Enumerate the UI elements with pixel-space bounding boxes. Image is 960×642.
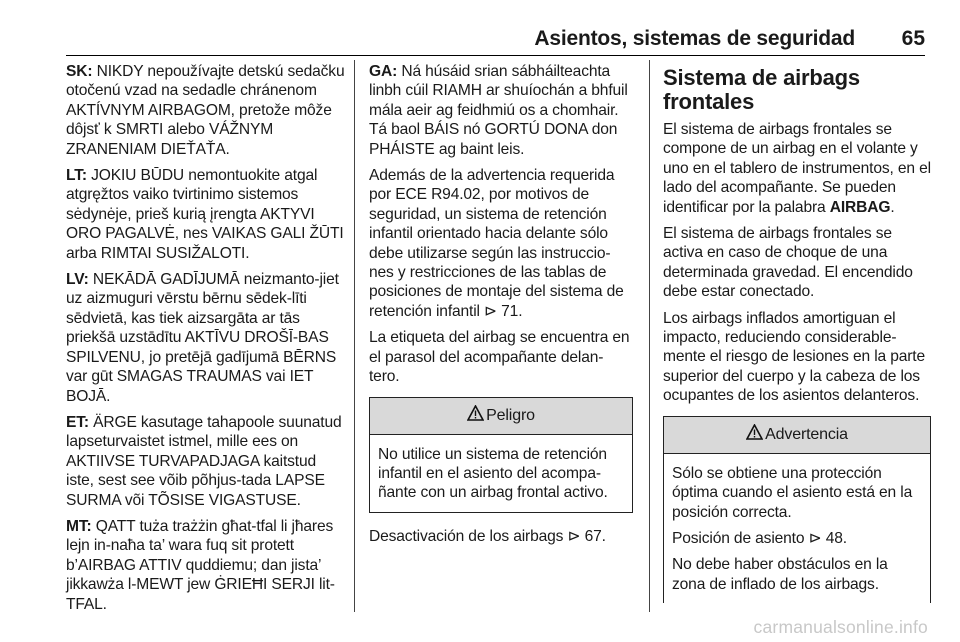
page-reference-arrow-icon: ⊳ — [808, 529, 822, 547]
section-heading: Sistema de airbags frontales — [663, 65, 860, 114]
seat-position-ref-link[interactable]: 48. — [825, 529, 847, 547]
danger-box — [369, 397, 633, 513]
column-2 — [369, 62, 633, 553]
page-number: 65 — [901, 27, 925, 50]
column-divider-1 — [354, 60, 355, 612]
column-1 — [66, 62, 346, 621]
airbag-intro: El sistema de airbags frontales se compone de un airbag en el volante y uno en el tablero de instrumentos, en el lado del acompañante. Se pueden identificar por la palabra AIRBAG. — [663, 121, 931, 216]
section-title: Asientos, sistemas de seguridad — [534, 27, 855, 50]
airbag-activation: El sistema de airbags frontales se activa en caso de choque de una determinada gravedad. El encendido debe estar conectado. — [663, 225, 913, 301]
warning-box — [663, 416, 931, 603]
warning-et: ET: ÄRGE kasutage tahapoole suunatud lapseturvaistet istmel, mille ees on AKTIIVSE TURVAPADJAGA kaitstud iste, sest see võib põhjus-tada LAPSE SURMA või TÕSISE VIGASTUSE. — [66, 413, 342, 509]
warning-lv: LV: NEKĀDĀ GADĪJUMĀ neizmanto-jiet uz aizmuguri vērstu bērnu sēdek-līti sēdvietā, kas tiek aizsargāta ar tās priekšā uzstādītu AKTĪVU DROŠĪ-BAS SPILVENU, jo pretējā gadījumā BĒRNS var gūt SMAGAS TRAUMAS vai IET BOJĀ. — [66, 271, 339, 405]
header-rule — [66, 55, 925, 56]
watermark: carmanualsonline.info — [753, 617, 928, 637]
warning-sk: SK: NIKDY nepoužívajte detskú sedačku otočenú vzad na sedadle chránenom AKTÍVNYM AIRBAGOM, pretože môže dôjsť k SMRTI alebo VÁŽNYM ZRANENIAM DIEŤAŤA. — [66, 63, 345, 158]
danger-box-title: Peligro — [370, 398, 632, 435]
page-reference-arrow-icon: ⊳ — [484, 302, 497, 320]
label-paragraph: La etiqueta del airbag se encuentra en el parasol del acompañante delan-tero. — [369, 329, 630, 386]
warning-box-body: Sólo se obtiene una protección óptima cuando el asiento está en la posición correcta. Posición de asiento ⊳ 48. No debe haber obstáculos en la zona de inflado de los airbags. — [672, 464, 913, 593]
warning-triangle-icon — [467, 405, 484, 426]
deactivation-paragraph: Desactivación de los airbags ⊳ 67. — [369, 527, 606, 545]
warning-mt: MT: QATT tuża trażżin għat-tfal li jħares lejn in-naħa ta’ wara fuq sit protett b’AIRBAG ATTIV quddiemu; dan jista’ jikkawża l-MEWT jew ĠRIEĦI SERJI lit-TFAL. — [66, 517, 335, 613]
warning-triangle-icon — [746, 424, 763, 445]
airbag-protection: Los airbags inflados amortiguan el impacto, reduciendo considerable-mente el riesgo de lesiones en la parte superior del cuerpo y la cabeza de los ocupantes de los asientos delanteros. — [663, 309, 926, 405]
warning-ga: GA: Ná húsáid srian sábháilteachta linbh cúil RIAMH ar shuíochán a bhfuil mála aeir ag feidhmiú os a chomhair. Tá baol BÁIS nó GORTÚ DONA don PHÁISTE ag baint leis. — [369, 63, 628, 158]
column-3 — [663, 66, 931, 617]
deactivation-ref-link[interactable]: 67. — [584, 527, 606, 545]
ece-ref-link[interactable]: 71. — [501, 302, 523, 320]
page-header — [0, 0, 960, 56]
danger-box-body: No utilice un sistema de retención infantil en el asiento del acompa-ñante con un airbag frontal activo. — [378, 445, 608, 502]
page-reference-arrow-icon: ⊳ — [567, 527, 581, 545]
ece-paragraph: Además de la advertencia requerida por ECE R94.02, por motivos de seguridad, un sistema de retención infantil orientado hacia delante sólo debe utilizarse según las instruccio-nes y restricciones de las tablas de posiciones de montaje del sistema de retención infantil ⊳ 71. — [369, 167, 624, 320]
warning-box-title: Advertencia — [664, 417, 930, 454]
warning-lt: LT: JOKIU BŪDU nemontuokite atgal atgręžtos vaiko tvirtinimo sistemos sėdynėje, prieš kurią įrengta AKTYVI ORO PAGALVĖ, nes VAIKAS GALI ŽŪTI arba RIMTAI SUSIŽALOTI. — [66, 167, 344, 262]
column-divider-2 — [649, 60, 650, 612]
